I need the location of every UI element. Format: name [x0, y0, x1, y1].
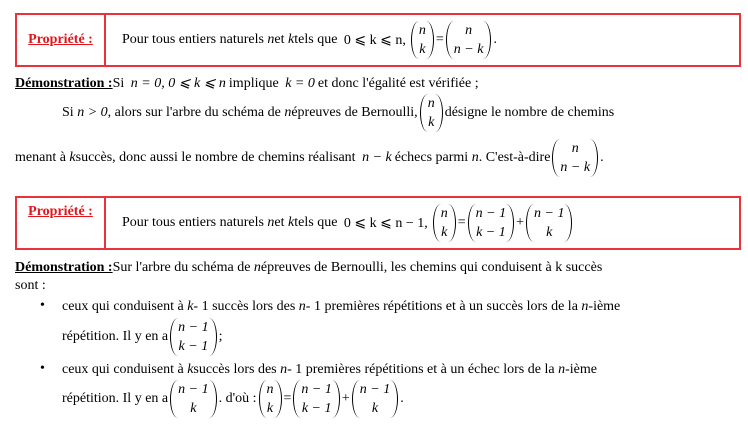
bullet: • — [40, 298, 45, 313]
text: ; — [218, 329, 223, 344]
demo2-sont: sont : — [15, 278, 46, 293]
text: Si — [62, 105, 74, 120]
text: et — [274, 32, 285, 47]
var: n — [267, 32, 275, 47]
text: épreuves de Bernoulli, — [291, 105, 418, 120]
text: Pour tous entiers naturels — [122, 32, 264, 47]
binomial: n − 1 k — [526, 204, 572, 242]
math: k = 0 — [285, 75, 315, 91]
binomial: n − 1 k − 1 — [170, 318, 216, 356]
text: . d'où : — [218, 391, 257, 406]
text: répétition. Il y en a — [62, 391, 169, 406]
plus: + — [341, 391, 350, 406]
var: k — [288, 32, 295, 47]
item2-line1 — [62, 362, 597, 378]
binomial: n − 1 k − 1 — [293, 380, 339, 418]
property-label: Propriété : — [17, 198, 106, 248]
binomial: n n − k — [552, 139, 598, 177]
text: et donc l'égalité est vérifiée ; — [317, 75, 479, 91]
text: Pour tous entiers naturels — [122, 215, 264, 230]
text: implique — [228, 75, 279, 91]
text: - 1 premières répétitions et à un échec lors de la — [287, 362, 555, 377]
item1-line1 — [62, 299, 620, 315]
text: succès, donc aussi le nombre de chemins réalisant — [75, 150, 356, 165]
demo2-line1 — [15, 260, 602, 276]
text: succès lors des — [193, 362, 277, 377]
math: n = 0, 0 ⩽ k ⩽ n — [130, 76, 226, 91]
text: menant à — [15, 150, 66, 165]
text: désigne le nombre de chemins — [444, 105, 615, 120]
property-statement — [106, 15, 739, 65]
text: Si — [112, 75, 125, 91]
var: k — [288, 215, 295, 230]
equals: = — [457, 215, 466, 230]
period: . — [493, 32, 497, 47]
condition: 0 ⩽ k ⩽ n, — [343, 32, 406, 48]
demo1-line1 — [15, 75, 479, 92]
var: n — [284, 105, 292, 120]
text: tels que — [294, 32, 338, 47]
text: tels que — [294, 215, 338, 230]
binomial: n n − k — [446, 21, 492, 59]
bullet: • — [40, 361, 45, 376]
item2-line2 — [62, 380, 404, 418]
equals: = — [283, 391, 292, 406]
binomial: n k — [420, 94, 443, 132]
text: . C'est-à-dire — [478, 150, 551, 165]
property-box-2 — [15, 196, 741, 250]
demo1-line2 — [62, 94, 614, 132]
var: n — [253, 260, 261, 275]
text: Sur l'arbre du schéma de — [112, 260, 251, 275]
text: et — [274, 215, 285, 230]
property-box-1 — [15, 13, 741, 67]
var: n — [581, 299, 589, 314]
text: - 1 premières répétitions et à un succès lors de la — [305, 299, 578, 314]
text: -ième — [588, 299, 621, 314]
var: n — [471, 150, 479, 165]
text: échecs parmi — [394, 150, 469, 165]
binomial: n k — [411, 21, 434, 59]
property-statement — [106, 198, 739, 248]
math: n − k — [362, 150, 392, 165]
binomial: n k — [433, 204, 456, 242]
var: k — [187, 299, 194, 314]
text: -ième — [565, 362, 597, 377]
property-label: Propriété : — [17, 15, 106, 65]
item1-line2 — [62, 318, 222, 356]
period: . — [400, 391, 404, 406]
demonstration-label: Démonstration : — [15, 260, 113, 275]
var: n — [280, 362, 288, 377]
math: n > 0 — [77, 105, 108, 120]
demo1-line3 — [15, 139, 604, 177]
plus: + — [516, 215, 525, 230]
var: n — [298, 299, 306, 314]
var: k — [69, 150, 76, 165]
period: . — [600, 150, 604, 165]
binomial: n − 1 k − 1 — [468, 204, 514, 242]
var: k — [187, 362, 194, 377]
text: , alors sur l'arbre du schéma de — [107, 105, 281, 120]
text: - 1 succès lors des — [193, 299, 296, 314]
binomial: n − 1 k — [352, 380, 398, 418]
binomial: n − 1 k — [170, 380, 216, 418]
binomial: n k — [259, 380, 282, 418]
condition: 0 ⩽ k ⩽ n − 1, — [343, 215, 428, 231]
equals: = — [435, 32, 444, 47]
demonstration-label: Démonstration : — [15, 75, 113, 91]
text: épreuves de Bernoulli, les chemins qui conduisent à k succès — [260, 260, 603, 275]
text: répétition. Il y en a — [62, 329, 169, 344]
var: n — [558, 362, 566, 377]
text: ceux qui conduisent à — [62, 299, 184, 314]
text: ceux qui conduisent à — [62, 362, 184, 377]
var: n — [267, 215, 275, 230]
